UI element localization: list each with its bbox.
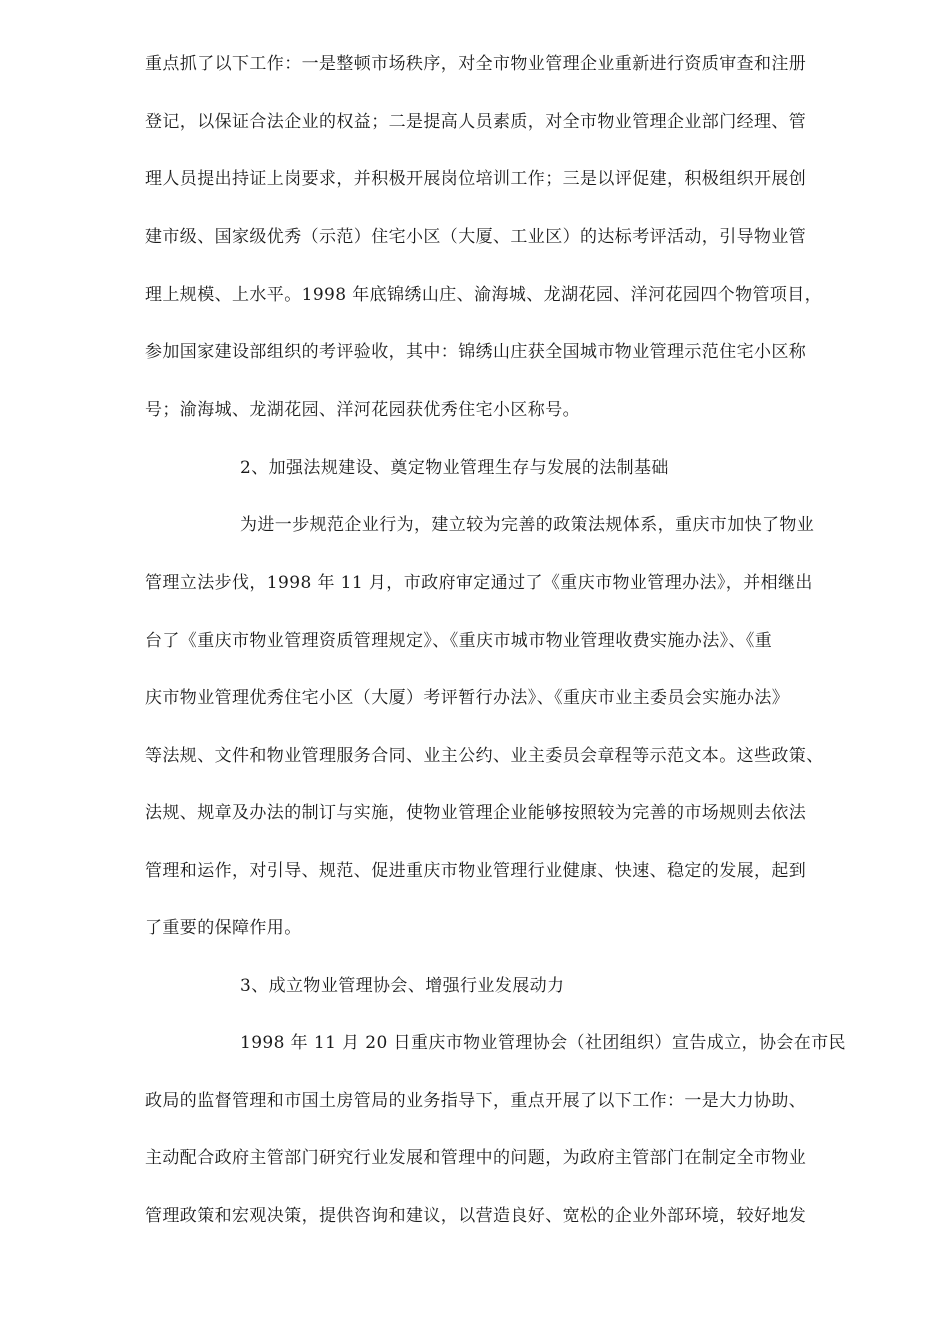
text-line: 理人员提出持证上岗要求，并积极开展岗位培训工作；三是以评促建，积极组织开展创 [145,169,807,189]
text-line: 管理和运作，对引导、规范、促进重庆市物业管理行业健康、快速、稳定的发展，起到 [145,861,807,881]
text-line: 重点抓了以下工作：一是整顿市场秩序，对全市物业管理企业重新进行资质审查和注册 [145,54,807,74]
text-line: 法规、规章及办法的制订与实施，使物业管理企业能够按照较为完善的市场规则去依法 [145,803,807,823]
text-line: 建市级、国家级优秀（示范）住宅小区（大厦、工业区）的达标考评活动，引导物业管 [145,227,807,247]
section-heading: 2、加强法规建设、奠定物业管理生存与发展的法制基础 [240,458,669,478]
text-line: 为进一步规范企业行为，建立较为完善的政策法规体系，重庆市加快了物业 [240,515,815,535]
text-line: 管理立法步伐，1998 年 11 月，市政府审定通过了《重庆市物业管理办法》，并相继出 [145,573,813,593]
text-line: 号；渝海城、龙湖花园、洋河花园获优秀住宅小区称号。 [145,400,580,420]
text-line: 理上规模、上水平。1998 年底锦绣山庄、渝海城、龙湖花园、洋河花园四个物管项目， [145,285,823,305]
text-line: 庆市物业管理优秀住宅小区（大厦）考评暂行办法》、《重庆市业主委员会实施办法》 [145,688,790,708]
text-line: 主动配合政府主管部门研究行业发展和管理中的问题，为政府主管部门在制定全市物业 [145,1148,807,1168]
text-line: 1998 年 11 月 20 日重庆市物业管理协会（社团组织）宣告成立，协会在市民 [240,1033,846,1053]
text-line: 登记，以保证合法企业的权益；二是提高人员素质，对全市物业管理企业部门经理、管 [145,112,807,132]
text-line: 参加国家建设部组织的考评验收，其中：锦绣山庄获全国城市物业管理示范住宅小区称 [145,342,807,362]
text-line: 管理政策和宏观决策，提供咨询和建议，以营造良好、宽松的企业外部环境，较好地发 [145,1206,807,1226]
text-line: 等法规、文件和物业管理服务合同、业主公约、业主委员会章程等示范文本。这些政策、 [145,746,824,766]
text-line: 台了《重庆市物业管理资质管理规定》、《重庆市城市物业管理收费实施办法》、《重 [145,631,773,651]
text-line: 政局的监督管理和市国土房管局的业务指导下，重点开展了以下工作：一是大力协助、 [145,1091,807,1111]
text-line: 了重要的保障作用。 [145,918,302,938]
section-heading: 3、成立物业管理协会、增强行业发展动力 [240,976,565,996]
